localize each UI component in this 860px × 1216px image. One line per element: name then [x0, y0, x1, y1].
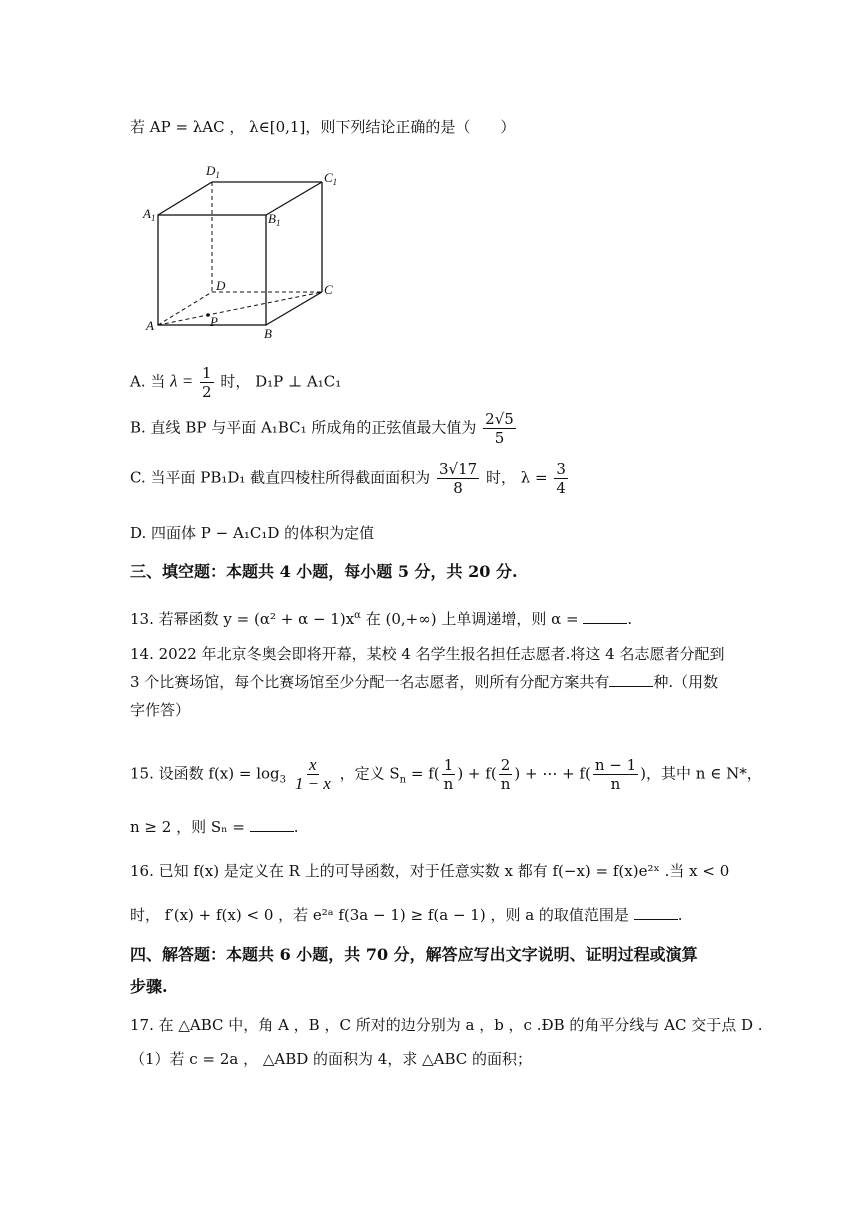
label-C1: $C_1$	[324, 170, 338, 187]
answer-blank[interactable]	[609, 672, 653, 687]
label-C: C	[324, 282, 333, 297]
question-16-cont: 时， f′(x) + f(x) < 0 ，若 e²ᵃ f(3a − 1) ≥ f(a − 1) ，则 a 的取值范围是 .	[130, 906, 683, 924]
label-P: P	[210, 314, 218, 329]
cube-figure	[140, 160, 350, 340]
question-17-part1: （1）若 c = 2a ， △ABD 的面积为 4，求 △ABC 的面积；	[130, 1050, 533, 1068]
question-13: 13. 若幂函数 $y = (\alpha^2 + \alpha - 1)x^\alpha$ 在 (0,+∞) 上单调递增，则 α = .	[130, 610, 633, 628]
answer-blank[interactable]	[634, 905, 678, 920]
label-D1: $D_1$	[206, 163, 220, 180]
question-15-cont: n ≥ 2 ，则 Sₙ = .	[130, 818, 299, 836]
question-14: 14. 2022 年北京冬奥会即将开幕，某校 4 名学生报名担任志愿者.将这 4 名志愿者分配到 3 个比赛场馆，每个比赛场馆至少分配一名志愿者，则所有分配方案共有 种.（用数字作答）	[130, 645, 725, 719]
label-B1: $B_1$	[268, 211, 281, 228]
label-B: B	[264, 326, 272, 340]
answer-blank[interactable]	[250, 817, 294, 832]
label-A: A	[146, 318, 154, 333]
question-16: 16. 已知 f(x) 是定义在 R 上的可导函数，对于任意实数 x 都有 f(−x) = f(x)e²ˣ .当 x < 0	[130, 862, 730, 880]
question-17: 17. 在 △ABC 中，角 A ，B ，C 所对的边分别为 a ，b ，c .ÐB 的角平分线与 AC 交于点 D .	[130, 1016, 763, 1034]
answer-blank[interactable]	[583, 609, 627, 624]
question-15: 15. 设函数 $f(x) = \log_3$ $\frac{x}{1 - x}$ ，定义 $S_n = f$( $\frac{1}{n}$ ) + f( $\frac{2}{n}$ ) + ⋯ + f( $\frac{n - 1}{n}$ )，其中 n ∈ N*，	[130, 755, 762, 793]
section-4-heading-cont: 步骤.	[130, 977, 168, 996]
option-d: D. 四面体 P − A₁C₁D 的体积为定值	[130, 524, 375, 542]
section-4-heading: 四、解答题：本题共 6 小题，共 70 分，解答应写出文字说明、证明过程或演算	[130, 945, 698, 964]
option-c: C. 当平面 PB₁D₁ 截直四棱柱所得截面面积为 $\frac{3√17}{8}$ 时， λ = $\frac{3}{4}$	[130, 460, 566, 497]
label-D: D	[216, 278, 226, 293]
label-A1: $A_1$	[143, 206, 156, 223]
option-a: A. 当 λ = $\frac{1}{2}$ 时， D₁P ⊥ A₁C₁	[130, 364, 342, 401]
question-intro: 若 AP = λAC ， λ∈[0,1]，则下列结论正确的是（ ）	[130, 118, 516, 136]
option-b: B. 直线 BP 与平面 A₁BC₁ 所成角的正弦值最大值为 $\frac{2√5}{5}$	[130, 410, 514, 447]
section-3-heading: 三、填空题：本题共 4 小题，每小题 5 分，共 20 分.	[130, 562, 518, 581]
